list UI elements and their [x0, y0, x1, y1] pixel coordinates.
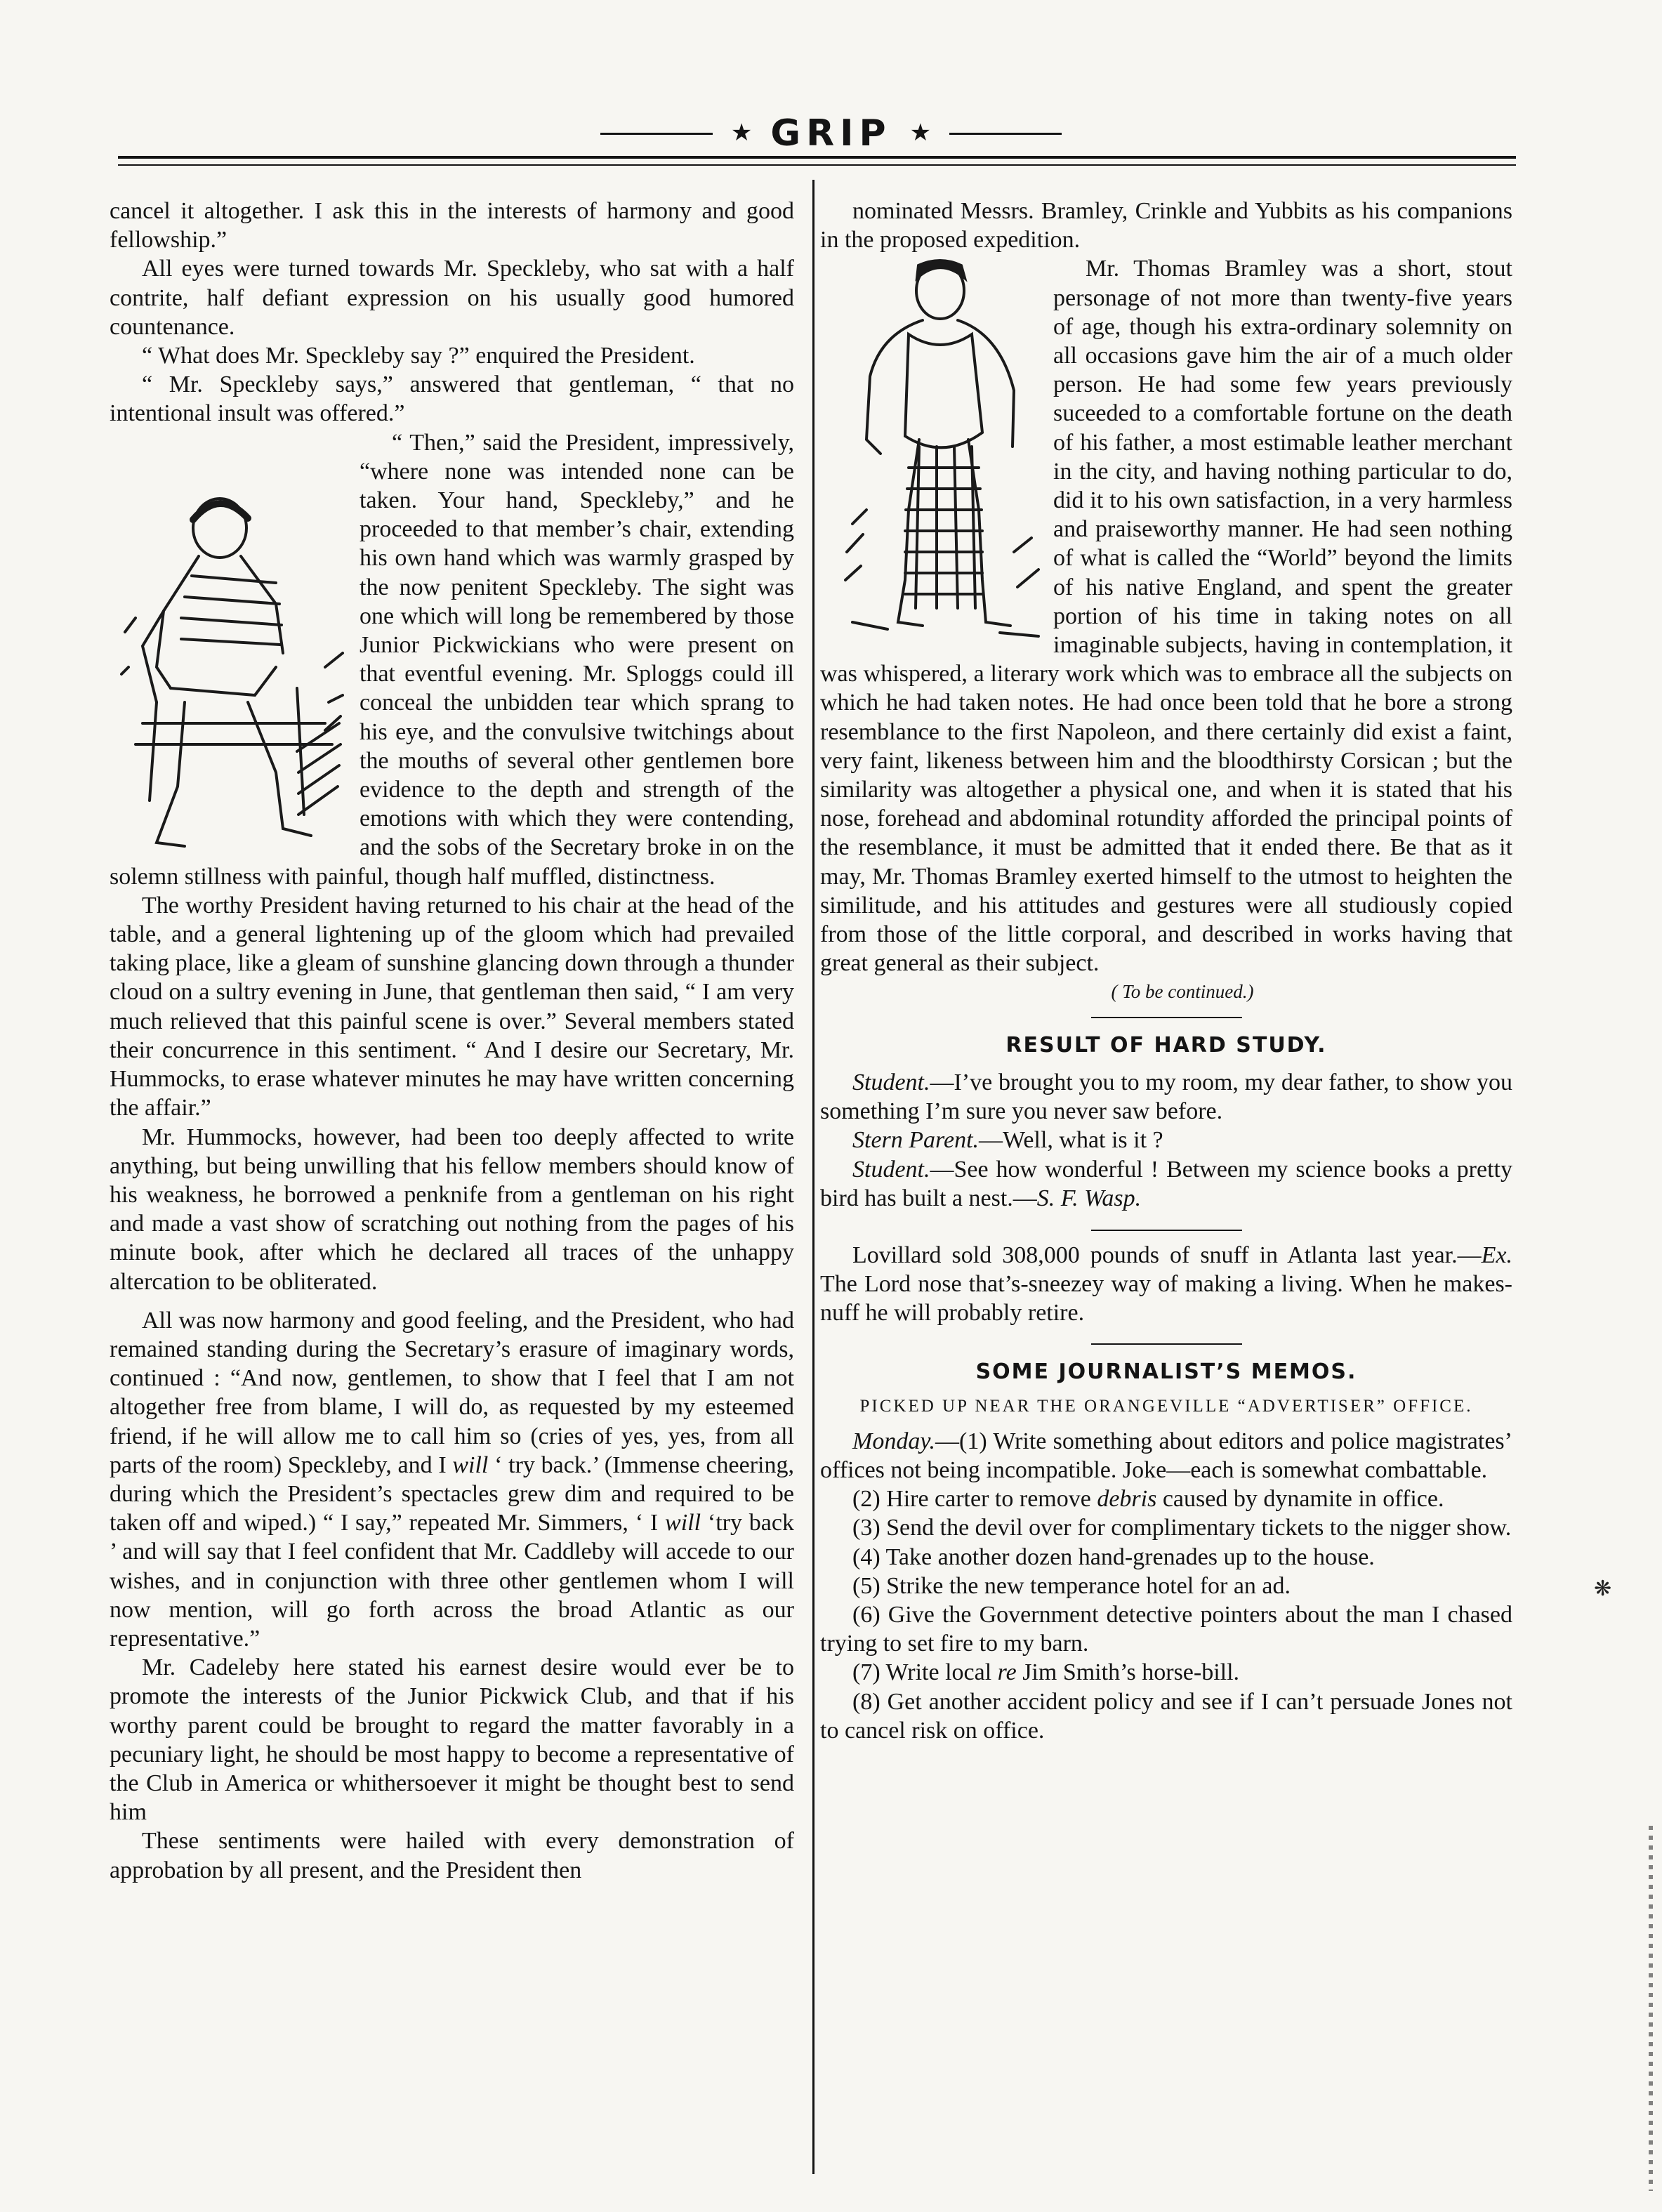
left-para-4: “ Mr. Speckleby says,” answered that gentleman, “ that no intentional insult was offered.”	[110, 371, 794, 427]
separator-rule-3	[1091, 1343, 1242, 1345]
left-para-5: “ Then,” said the President, impressively, “where none was intended none can be taken. Your hand, Speckleby,” and he proceeded to that member’s chair, extending his own hand which was warmly grasped by the now penitent Speckleby. The sight was one which will long be remembered by those Junior Pickwickians who were present on that eventful evening. Mr. Sploggs could ill conceal the unbidden tear which sprang to his eye, and the convulsive twitchings about the mouths of several other gentlemen bore evidence to the depth and strength of the emotions with which they were contending, and the sobs of the Secretary broke in on the solemn stillness with painful, though half muffled, distinctness.	[110, 429, 794, 890]
left-para-8: All was now harmony and good feeling, and the President, who had remained standing during the Secretary’s erasure of imaginary words, continued : “And now, gentlemen, to show that I feel that I am not altogether free from blame, I will do, as requested by my esteemed friend, if he will allow me to call him so (cries of yes, yes, from all parts of the room) Speckleby, and I will ‘ try back.’ (Immense cheering, during which the President’s spectacles grew dim and required to be taken off and wiped.) “ I say,” repeated Mr. Simmers, ‘ I will ‘try back ’ and will say that I feel confident that Mr. Caddleby will accede to our wishes, and in conjunction with three other gentlemen whom I will now mention, will go forth across the broad Atlantic as our representative.”	[110, 1307, 795, 1652]
header-rule-thin	[118, 164, 1516, 166]
memo-2: (2) Hire carter to remove debris caused by dynamite in office.	[852, 1486, 1444, 1513]
standing-man-drawing	[838, 257, 1042, 650]
left-para-2: All eyes were turned towards Mr. Speckleby, who sat with a half contrite, half defiant expression on his usually good humored countenance.	[110, 256, 794, 340]
right-column	[820, 197, 1512, 1745]
memo-1: Monday.—(1) Write something about editors and police magistrates’ offices not being incompatible. Joke—each is somewhat combattable.	[820, 1428, 1512, 1483]
separator-rule-1	[1091, 1017, 1242, 1018]
masthead-star-right: ★	[909, 120, 932, 146]
masthead	[0, 105, 1662, 162]
memo-7: (7) Write local re Jim Smith’s horse-bill.	[852, 1659, 1240, 1686]
masthead-title: GRIP	[770, 112, 892, 154]
to-be-continued: ( To be continued.)	[1111, 981, 1254, 1003]
dialogue-line-2: Stern Parent.—Well, what is it ?	[852, 1127, 1163, 1154]
masthead-star-left: ★	[730, 120, 753, 146]
memo-3: (3) Send the devil over for complimentary tickets to the nigger show.	[852, 1515, 1512, 1541]
snuff-paragraph: Lovillard sold 308,000 pounds of snuff in Atlanta last year.—Ex. The Lord nose that’s-sneezey way of making a living. When he makes-nuff he will probably retire.	[820, 1242, 1512, 1326]
seated-man-illustration	[114, 492, 347, 857]
left-para-3: “ What does Mr. Speckleby say ?” enquired the President.	[142, 343, 695, 369]
right-para-1: nominated Messrs. Bramley, Crinkle and Yubbits as his companions in the proposed expedition.	[820, 198, 1512, 254]
left-para-6: The worthy President having returned to his chair at the head of the table, and a general lightening up of the gloom which had prevailed taking place, like a gleam of sunshine glancing down through a thunder cloud on a sultry evening in June, that gentleman then said, “ I am very much relieved that this painful scene is over.” Several members stated their concurrence in this sentiment. “ And I desire our Secretary, Mr. Hummocks, to erase whatever minutes he may have written concerning the affair.”	[110, 892, 794, 1121]
header-rule-thick	[118, 156, 1516, 159]
seated-man-drawing	[114, 492, 347, 857]
article-heading-hard-study: RESULT OF HARD STUDY.	[1005, 1032, 1327, 1058]
column-divider	[812, 180, 814, 2174]
page-edge-binding	[1649, 1826, 1653, 2191]
left-column	[110, 197, 794, 1885]
masthead-rule-right	[949, 133, 1062, 135]
memo-6: (6) Give the Government detective pointers about the man I chased trying to set fire to my barn.	[820, 1601, 1512, 1657]
memos-subheading: PICKED UP NEAR THE ORANGEVILLE “ADVERTISER” OFFICE.	[859, 1396, 1473, 1416]
left-para-1: cancel it altogether. I ask this in the interests of harmony and good fellowship.”	[110, 198, 794, 254]
dialogue-line-3: Student.—See how wonderful ! Between my science books a pretty bird has built a nest.—S. F. Wasp.	[820, 1156, 1512, 1211]
memo-5: (5) Strike the new temperance hotel for an ad.	[852, 1572, 1291, 1599]
memo-8: (8) Get another accident policy and see if I can’t persuade Jones not to cancel risk on office.	[820, 1688, 1512, 1744]
left-para-10: These sentiments were hailed with every demonstration of approbation by all present, and the President then	[110, 1828, 794, 1883]
dialogue-line-1: Student.—I’ve brought you to my room, my dear father, to show you something I’m sure you never saw before.	[820, 1069, 1512, 1125]
right-para-2: Mr. Thomas Bramley was a short, stout personage of not more than twenty-five years of age, though his extra-ordinary solemnity on all occasions gave him the air of a much older person. He had some few years previously suceeded to a comfortable fortune on the death of his father, a most estimable leather merchant in the city, and having nothing particular to do, did it to his own satisfaction, in a very harmless and praiseworthy manner. He had seen nothing of what is called the “World” beyond the limits of his native England, and spent the greater portion of his time in taking notes on all imaginable subjects, having in contemplation, it was whispered, a literary work which was to embrace all the subjects on which he had taken notes. He had once been told that he bore a strong resemblance to the first Napoleon, and there certainly did exist a faint, very faint, likeness between him and the bloodthirsty Corsican ; but the similarity was altogether a physical one, and when it is stated that his nose, forehead and abdominal rotundity afforded the principal points of the resemblance, it must be admitted that it ended there. Be that as it may, Mr. Thomas Bramley exerted himself to the utmost to heighten the similitude, and his attitudes and gestures were all studiously copied from those of the little corporal, and described in works having that great general as their subject.	[820, 256, 1512, 977]
left-para-9: Mr. Cadeleby here stated his earnest desire would ever be to promote the interests of the Junior Pickwick Club, and that if his worthy parent could be brought to regard the matter favorably in a pecuniary light, he should be most happy to become a representative of the Club in America or whithersoever it might be thought best to send him	[110, 1654, 794, 1826]
separator-rule-2	[1091, 1230, 1242, 1231]
masthead-rule-left	[600, 133, 713, 135]
article-heading-memos: SOME JOURNALIST’S MEMOS.	[975, 1359, 1357, 1384]
standing-man-illustration	[838, 257, 1042, 650]
page-edge-mark: ❋	[1594, 1577, 1612, 1600]
left-para-7: Mr. Hummocks, however, had been too deeply affected to write anything, but being unwilling that his fellow members should know of his weakness, he borrowed a penknife from a gentleman on his right and made a vast show of scratching out nothing from the pages of his minute book, after which he declared all traces of the unhappy altercation to be obliterated.	[110, 1124, 794, 1295]
memo-4: (4) Take another dozen hand-grenades up to the house.	[852, 1543, 1375, 1570]
